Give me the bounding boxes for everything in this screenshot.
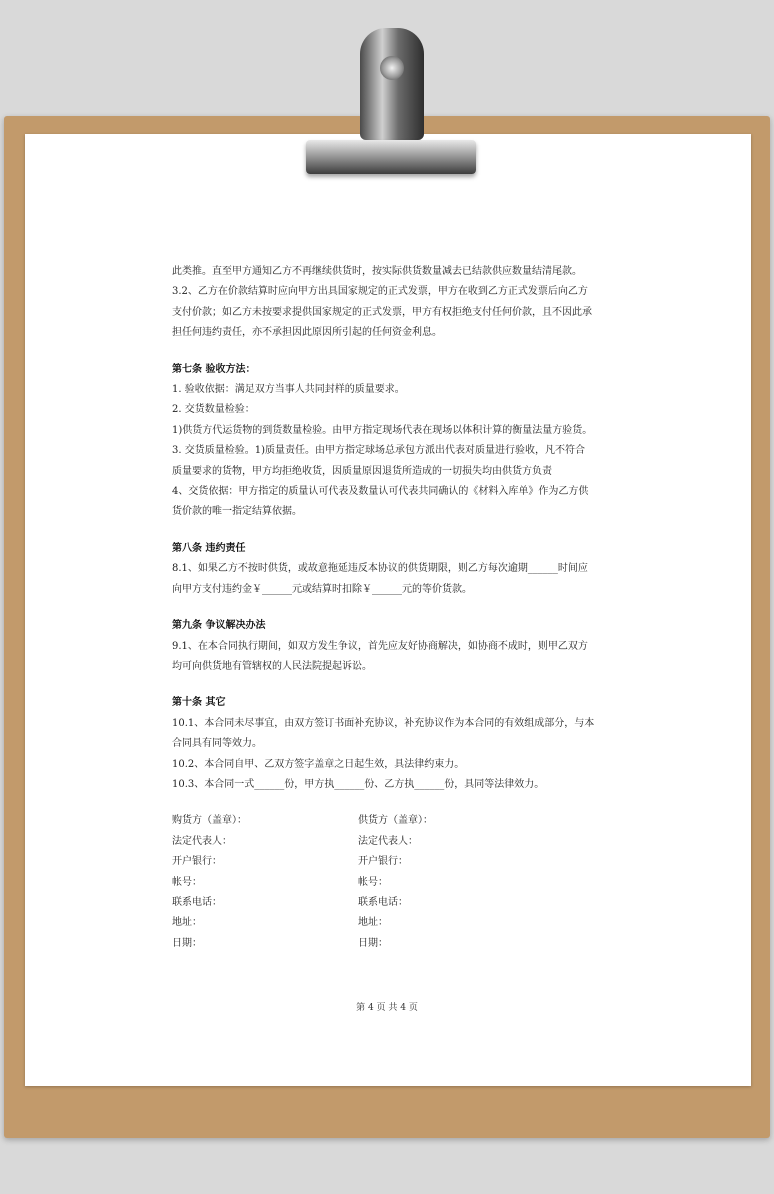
article-8-title: 第八条 违约责任 xyxy=(172,542,246,554)
paragraph-line: 9.1、在本合同执行期间，如双方发生争议，首先应友好协商解决，如协商不成时，则甲乙双方 xyxy=(172,640,588,652)
article-9-title: 第九条 争议解决办法 xyxy=(172,620,266,632)
paragraph-line: 2. 交货数量检验： xyxy=(172,404,255,416)
clip-hole xyxy=(380,56,404,80)
paragraph-line: 8.1、如果乙方不按时供货，或故意拖延违反本协议的供货期限，则乙方每次逾期______时间应 xyxy=(172,563,588,575)
paragraph-line: 货价款的唯一指定结算依据。 xyxy=(172,506,302,518)
article-10-title: 第十条 其它 xyxy=(172,697,226,709)
buyer-phone-label: 联系电话： xyxy=(172,896,222,908)
buyer-date-label: 日期： xyxy=(172,937,202,949)
signature-row xyxy=(172,852,602,872)
document-body xyxy=(172,262,602,954)
paragraph-line: 质量要求的货物，甲方均拒绝收货，因质量原因退货所造成的一切损失均由供货方负责 xyxy=(172,465,552,477)
paragraph-line: 合同具有同等效力。 xyxy=(172,738,262,750)
signature-row xyxy=(172,811,602,831)
buyer-bank-label: 开户银行： xyxy=(172,856,222,868)
seller-seal-label: 供货方（盖章）： xyxy=(358,815,433,827)
buyer-address-label: 地址： xyxy=(172,917,202,929)
clip-base xyxy=(306,140,476,174)
seller-date-label: 日期： xyxy=(358,937,388,949)
signature-row xyxy=(172,873,602,893)
paragraph-line: 1. 验收依据：满足双方当事人共同封样的质量要求。 xyxy=(172,384,405,396)
paragraph-line: 此类推。直至甲方通知乙方不再继续供货时，按实际供货数量减去已结款供应数量结清尾款。 xyxy=(172,266,582,277)
paragraph-line: 支付价款；如乙方未按要求提供国家规定的正式发票，甲方有权拒绝支付任何价款，且不因此承 xyxy=(172,306,592,318)
paragraph-line: 10.2、本合同自甲、乙双方签字盖章之日起生效，具法律约束力。 xyxy=(172,758,465,770)
paragraph-line: 担任何违约责任，亦不承担因此原因所引起的任何资金利息。 xyxy=(172,327,442,339)
signature-row xyxy=(172,893,602,913)
seller-representative-label: 法定代表人： xyxy=(358,835,418,847)
buyer-seal-label: 购货方（盖章）： xyxy=(172,815,247,827)
paragraph-line: 3. 交货质量检验。1)质量责任。由甲方指定球场总承包方派出代表对质量进行验收，凡不符合 xyxy=(172,445,585,457)
buyer-representative-label: 法定代表人： xyxy=(172,835,232,847)
page-number: 第 4 页 共 4 页 xyxy=(356,1003,418,1013)
paragraph-line: 均可向供货地有管辖权的人民法院提起诉讼。 xyxy=(172,660,372,672)
seller-address-label: 地址： xyxy=(358,917,388,929)
signature-row xyxy=(172,913,602,933)
paragraph-line: 3.2、乙方在价款结算时应向甲方出具国家规定的正式发票，甲方在收到乙方正式发票后向乙方 xyxy=(172,286,588,298)
buyer-account-label: 帐号： xyxy=(172,876,202,888)
signature-row xyxy=(172,934,602,954)
signature-row xyxy=(172,832,602,852)
paragraph-line: 向甲方支付违约金￥______元或结算时扣除￥______元的等价货款。 xyxy=(172,583,472,595)
seller-phone-label: 联系电话： xyxy=(358,896,408,908)
article-7-title: 第七条 验收方法： xyxy=(172,363,256,375)
seller-account-label: 帐号： xyxy=(358,876,388,888)
paragraph-line: 4、交货依据：甲方指定的质量认可代表及数量认可代表共同确认的《材料入库单》作为乙方供 xyxy=(172,486,589,498)
seller-bank-label: 开户银行： xyxy=(358,856,408,868)
paragraph-line: 1)供货方代运货物的到货数量检验。由甲方指定现场代表在现场以体积计算的衡量法量方验货。 xyxy=(172,424,593,436)
paragraph-line: 10.1、本合同未尽事宜，由双方签订书面补充协议，补充协议作为本合同的有效组成部分，与本 xyxy=(172,717,595,729)
clip-icon xyxy=(360,28,424,140)
paragraph-line: 10.3、本合同一式______份，甲方执______份、乙方执______份，具同等法律效力。 xyxy=(172,778,545,790)
